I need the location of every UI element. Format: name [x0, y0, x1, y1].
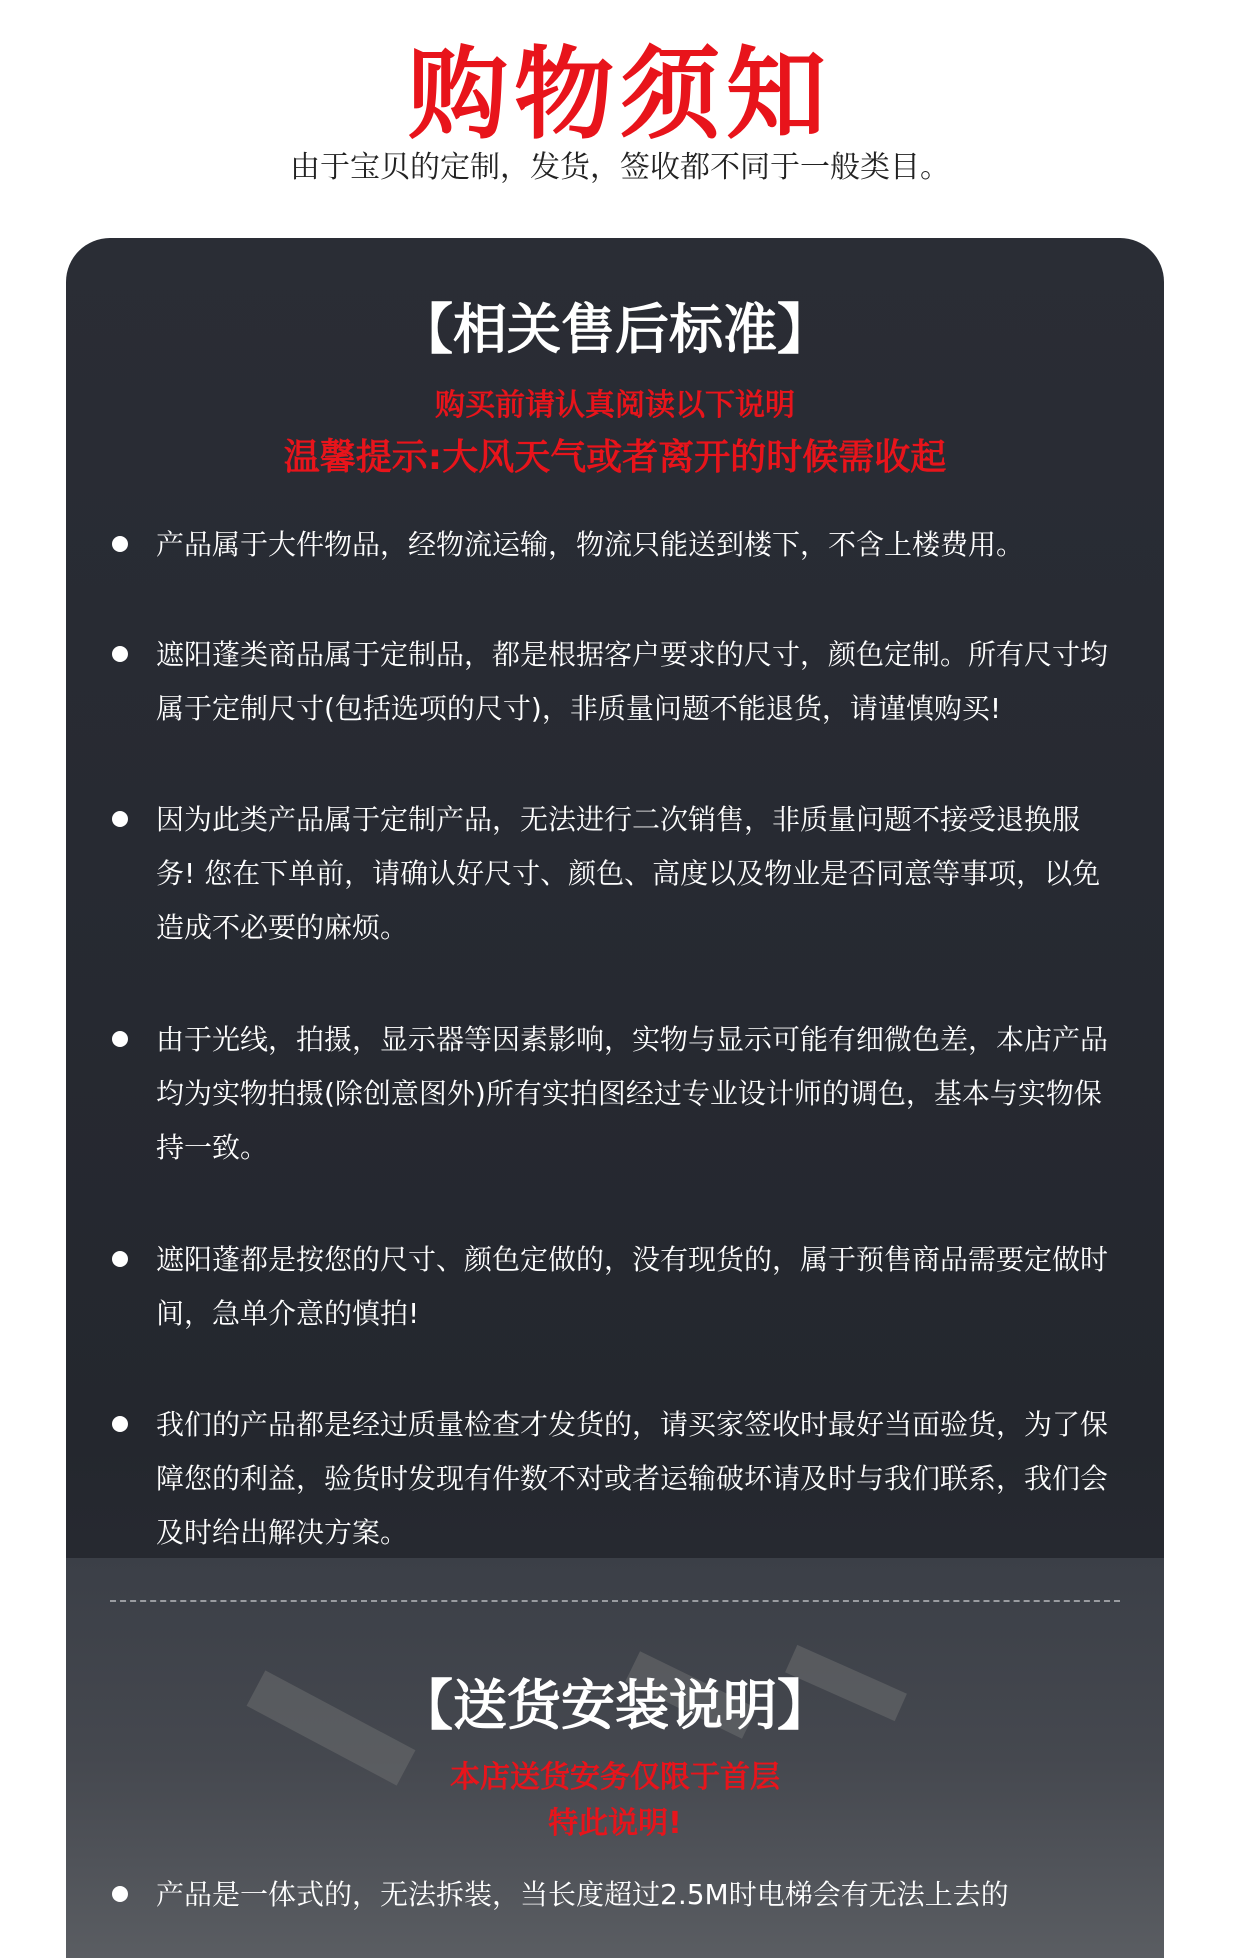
delivery-title: 【送货安装说明】: [399, 1674, 831, 1737]
list-item-text: 产品是一体式的，无法拆装，当长度超过2.5M时电梯会有无法上去的: [156, 1878, 1009, 1911]
list-item-text: 由于光线，拍摄，显示器等因素影响，实物与显示可能有细微色差，本店产品均为实物拍摄(除创意图外)所有实拍图经过专业设计师的调色，基本与实物保持一致。: [156, 1023, 1109, 1164]
bullet-icon: [112, 646, 128, 662]
delivery-notice: 本店送货安务仅限于首层: [450, 1760, 780, 1795]
delivery-notice-2: 特此说明!: [548, 1806, 682, 1841]
list-item-text: 我们的产品都是经过质量检查才发货的，请买家签收时最好当面验货，为了保障您的利益，验货时发现有件数不对或者运输破坏请及时与我们联系，我们会及时给出解决方案。: [156, 1408, 1109, 1549]
page-title: 购物须知: [408, 36, 832, 153]
notice-panel: [66, 238, 1164, 1958]
weather-tip: 温馨提示:大风天气或者离开的时候需收起: [283, 437, 947, 478]
after-sales-notice: 购买前请认真阅读以下说明: [435, 388, 795, 423]
list-item-text: 产品属于大件物品，经物流运输，物流只能送到楼下，不含上楼费用。: [156, 528, 1025, 561]
bullet-icon: [112, 536, 128, 552]
bullet-icon: [112, 1886, 128, 1902]
list-item-text: 因为此类产品属于定制产品，无法进行二次销售，非质量问题不接受退换服务! 您在下单前，请确认好尺寸、颜色、高度以及物业是否同意等事项，以免造成不必要的麻烦。: [156, 803, 1101, 944]
bullet-icon: [112, 811, 128, 827]
after-sales-title: 【相关售后标准】: [399, 298, 831, 361]
bullet-icon: [112, 1031, 128, 1047]
list-item-text: 遮阳蓬类商品属于定制品，都是根据客户要求的尺寸，颜色定制。所有尺寸均属于定制尺寸(包括选项的尺寸)，非质量问题不能退货，请谨慎购买!: [156, 638, 1109, 725]
bullet-icon: [112, 1416, 128, 1432]
bullet-icon: [112, 1251, 128, 1267]
page-subtitle: 由于宝贝的定制，发货，签收都不同于一般类目。: [290, 150, 950, 185]
list-item-text: 遮阳蓬都是按您的尺寸、颜色定做的，没有现货的，属于预售商品需要定做时间，急单介意的慎拍!: [156, 1243, 1109, 1330]
section-divider: [110, 1600, 1120, 1602]
